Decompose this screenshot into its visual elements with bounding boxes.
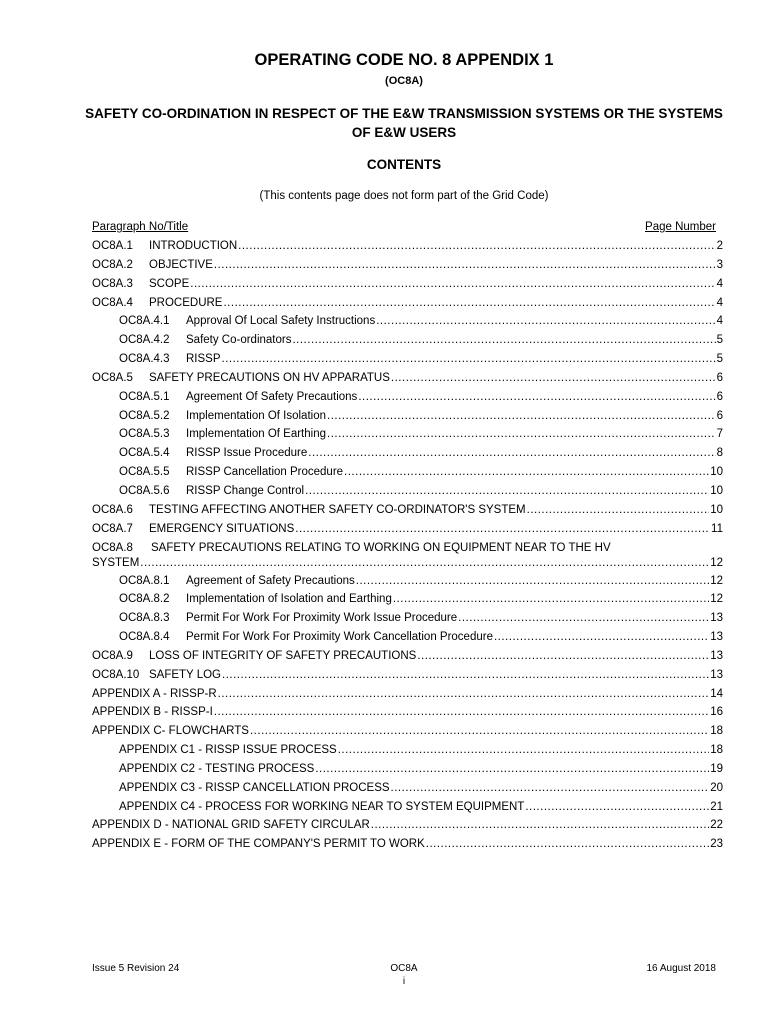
toc-entry-page: 21: [710, 800, 723, 813]
toc-entry-page: 22: [710, 819, 723, 832]
toc-entry-page: 13: [710, 649, 723, 662]
toc-entry-number: OC8A.2: [92, 258, 133, 271]
dot-leader: [338, 744, 709, 756]
toc-entry-page: 4: [716, 277, 723, 290]
toc-entry-number: OC8A.5.1: [119, 390, 170, 403]
dot-leader: [458, 612, 709, 624]
toc-entry-number: OC8A.4.1: [119, 315, 170, 328]
toc-entry-page: 2: [716, 240, 723, 252]
dot-leader: [222, 353, 716, 365]
dot-leader: [305, 485, 709, 497]
dot-leader: [376, 315, 715, 327]
toc-entry[interactable]: [0, 761, 770, 780]
toc-entry-title: Agreement of Safety Precautions: [186, 574, 355, 587]
toc-entry[interactable]: [0, 799, 770, 818]
dot-leader: [391, 782, 710, 794]
toc-entry-page: 4: [716, 315, 723, 328]
toc-entry-title: SAFETY PRECAUTIONS ON HV APPARATUS: [149, 371, 390, 384]
toc-entry-title: APPENDIX E - FORM OF THE COMPANY'S PERMIT TO WORK: [92, 838, 425, 851]
dot-leader: [525, 801, 709, 813]
toc-entry[interactable]: [0, 648, 770, 667]
toc-entry-title: Approval Of Local Safety Instructions: [186, 315, 376, 328]
toc-entry-title: RISSP Change Control: [186, 484, 305, 497]
toc-entry-title: Implementation Of Earthing: [186, 428, 326, 441]
toc-entry-number: OC8A.10: [92, 668, 140, 681]
dot-leader: [371, 819, 709, 831]
toc-entry[interactable]: [0, 502, 770, 521]
toc-entry[interactable]: [0, 610, 770, 629]
toc-entry-page: 3: [716, 258, 723, 271]
toc-entry-title: RISSP: [186, 353, 221, 366]
toc-entry-page: 14: [710, 687, 723, 700]
toc-entry[interactable]: [0, 238, 770, 257]
toc-entry-page: 12: [710, 593, 723, 606]
dot-leader: [295, 523, 710, 535]
toc-entry[interactable]: [0, 351, 770, 370]
dot-leader: [417, 650, 709, 662]
toc-entry-number: OC8A.5: [92, 371, 133, 384]
toc-entry-page: 18: [710, 725, 723, 738]
toc-entry-page: 7: [716, 428, 723, 441]
dot-leader: [218, 688, 710, 700]
toc-entry-number: OC8A.5.5: [119, 466, 170, 479]
dot-leader: [344, 466, 709, 478]
toc-entry-number: OC8A.5.6: [119, 484, 170, 497]
toc-entry-page: 10: [710, 503, 723, 516]
toc-entry-title: APPENDIX B - RISSP-I: [92, 706, 213, 719]
dot-leader: [315, 763, 709, 775]
contents-heading: CONTENTS: [366, 157, 442, 172]
dot-leader: [292, 334, 715, 346]
toc-entry-title: Implementation of Isolation and Earthing: [186, 593, 392, 606]
dot-leader: [494, 631, 709, 643]
toc-entry-number: OC8A.8.2: [119, 593, 170, 606]
toc-entry-number: OC8A.6: [92, 503, 133, 516]
paragraph-column-label: Paragraph No/Title: [92, 221, 189, 233]
toc-entry-title: APPENDIX C4 - PROCESS FOR WORKING NEAR TO SYSTEM EQUIPMENT: [119, 800, 525, 813]
toc-entry-title: APPENDIX C1 - RISSP ISSUE PROCESS: [119, 744, 337, 757]
dot-leader: [391, 372, 716, 384]
toc-entry[interactable]: [0, 389, 770, 408]
dot-leader: [426, 838, 709, 850]
page-title: OPERATING CODE NO. 8 APPENDIX 1: [254, 51, 554, 69]
toc-entry-title: APPENDIX D - NATIONAL GRID SAFETY CIRCULAR: [92, 819, 370, 832]
toc-entry-title: Permit For Work For Proximity Work Issue Procedure: [186, 612, 458, 625]
toc-entry-title: Permit For Work For Proximity Work Cancellation Procedure: [186, 631, 493, 644]
toc-entry-page: 13: [710, 612, 723, 625]
table-of-contents: [0, 238, 770, 855]
toc-entry-page: 19: [710, 762, 723, 775]
toc-entry-page: 10: [710, 484, 723, 497]
toc-entry-page: 20: [710, 781, 723, 794]
toc-entry[interactable]: [0, 723, 770, 742]
toc-entry-number: OC8A.9: [92, 649, 133, 662]
dot-leader: [527, 504, 710, 516]
dot-leader: [393, 593, 709, 605]
toc-entry-title: APPENDIX A - RISSP-R: [92, 687, 217, 700]
footer-date: 16 August 2018: [646, 963, 716, 974]
toc-entry[interactable]: [0, 464, 770, 483]
toc-entry[interactable]: [0, 667, 770, 686]
toc-entry-title: TESTING AFFECTING ANOTHER SAFETY CO-ORDINATOR'S SYSTEM: [149, 503, 526, 516]
toc-entry-title: Safety Co-ordinators: [186, 334, 292, 347]
contents-note: (This contents page does not form part of the Grid Code): [259, 190, 549, 202]
toc-entry[interactable]: [0, 370, 770, 389]
toc-entry-page: 23: [710, 838, 723, 851]
toc-entry-title: EMERGENCY SITUATIONS: [149, 522, 295, 535]
footer-code: OC8A: [390, 963, 418, 974]
toc-entry[interactable]: [0, 332, 770, 351]
page-column-label: Page Number: [645, 221, 716, 233]
toc-entry-title: APPENDIX C- FLOWCHARTS: [92, 725, 249, 738]
dot-leader: [214, 259, 716, 271]
toc-entry[interactable]: [0, 629, 770, 648]
toc-entry-number: OC8A.4: [92, 296, 133, 309]
dot-leader: [214, 706, 709, 718]
toc-entry-title: SAFETY PRECAUTIONS RELATING TO WORKING ON EQUIPMENT NEAR TO THE HV: [151, 541, 611, 554]
toc-entry[interactable]: [0, 817, 770, 836]
dot-leader: [190, 278, 715, 290]
toc-entry-title: OBJECTIVE: [149, 258, 213, 271]
toc-entry-title: LOSS OF INTEGRITY OF SAFETY PRECAUTIONS: [149, 649, 417, 662]
toc-entry-page: 12: [710, 556, 723, 569]
toc-entry-title: PROCEDURE: [149, 296, 223, 309]
toc-entry[interactable]: [0, 276, 770, 295]
toc-entry-title: RISSP Cancellation Procedure: [186, 466, 344, 479]
toc-entry-title: Implementation Of Isolation: [186, 409, 326, 422]
page-subtitle: (OC8A): [385, 75, 423, 87]
footer-issue: Issue 5 Revision 24: [92, 963, 180, 974]
toc-entry-number: OC8A.3: [92, 277, 133, 290]
toc-entry-page: 5: [716, 334, 723, 347]
toc-entry[interactable]: [0, 521, 770, 540]
section-heading: SAFETY CO-ORDINATION IN RESPECT OF THE E&W TRANSMISSION SYSTEMS OR THE SYSTEMS OF E&W USERS: [85, 106, 723, 140]
toc-entry-page: 8: [716, 447, 723, 460]
toc-entry-number: OC8A.5.4: [119, 447, 170, 460]
toc-entry-title: APPENDIX C3 - RISSP CANCELLATION PROCESS: [119, 781, 390, 794]
toc-entry[interactable]: [0, 313, 770, 332]
toc-entry-number: OC8A.4.3: [119, 353, 170, 366]
toc-entry-number: OC8A.8.3: [119, 612, 170, 625]
toc-entry[interactable]: [0, 686, 770, 705]
toc-entry[interactable]: [0, 426, 770, 445]
toc-entry-page: 5: [716, 353, 723, 366]
toc-entry[interactable]: [0, 445, 770, 464]
toc-entry[interactable]: [0, 257, 770, 276]
toc-entry[interactable]: [0, 295, 770, 314]
toc-entry[interactable]: [0, 780, 770, 799]
toc-entry-number: OC8A.8.1: [119, 574, 170, 587]
dot-leader: [356, 575, 709, 587]
toc-entry-title-continued: SYSTEM: [92, 556, 140, 569]
toc-entry-number: OC8A.8: [92, 541, 133, 554]
footer-page-number: i: [402, 976, 406, 987]
toc-entry-page: 16: [710, 706, 723, 719]
toc-entry-title: SAFETY LOG: [149, 668, 222, 681]
dot-leader: [238, 240, 715, 252]
dot-leader: [308, 447, 715, 459]
toc-entry-number: OC8A.5.3: [119, 428, 170, 441]
toc-entry-page: 11: [711, 522, 723, 535]
dot-leader: [223, 297, 715, 309]
toc-entry[interactable]: [0, 573, 770, 592]
toc-entry[interactable]: [0, 836, 770, 855]
toc-entry[interactable]: [0, 483, 770, 502]
dot-leader: [222, 669, 709, 681]
toc-entry[interactable]: [0, 742, 770, 761]
toc-entry-page: 6: [716, 390, 723, 403]
toc-entry-title: SCOPE: [149, 277, 190, 290]
toc-entry-page: 10: [710, 466, 723, 479]
dot-leader: [327, 410, 716, 422]
dot-leader: [140, 557, 709, 569]
toc-entry-page: 13: [710, 631, 723, 644]
toc-entry-number: OC8A.4.2: [119, 334, 170, 347]
toc-entry-title: RISSP Issue Procedure: [186, 447, 308, 460]
dot-leader: [327, 428, 716, 440]
toc-entry-page: 12: [710, 574, 723, 587]
toc-entry-number: OC8A.5.2: [119, 409, 170, 422]
toc-entry-title: APPENDIX C2 - TESTING PROCESS: [119, 762, 315, 775]
toc-entry-page: 13: [710, 668, 723, 681]
toc-entry-page: 6: [716, 371, 723, 384]
toc-entry-page: 18: [710, 744, 723, 757]
toc-entry-page: 4: [716, 296, 723, 309]
toc-entry-number: OC8A.8.4: [119, 631, 170, 644]
toc-entry-page: 6: [716, 409, 723, 422]
toc-entry[interactable]: [0, 540, 770, 573]
dot-leader: [358, 391, 715, 403]
toc-entry[interactable]: [0, 704, 770, 723]
toc-entry[interactable]: [0, 408, 770, 427]
toc-entry-title: Agreement Of Safety Precautions: [186, 390, 358, 403]
toc-entry-number: OC8A.7: [92, 522, 133, 535]
dot-leader: [250, 725, 709, 737]
toc-entry[interactable]: [0, 591, 770, 610]
toc-entry-number: OC8A.1: [92, 240, 133, 252]
toc-entry-title: INTRODUCTION: [149, 240, 238, 252]
